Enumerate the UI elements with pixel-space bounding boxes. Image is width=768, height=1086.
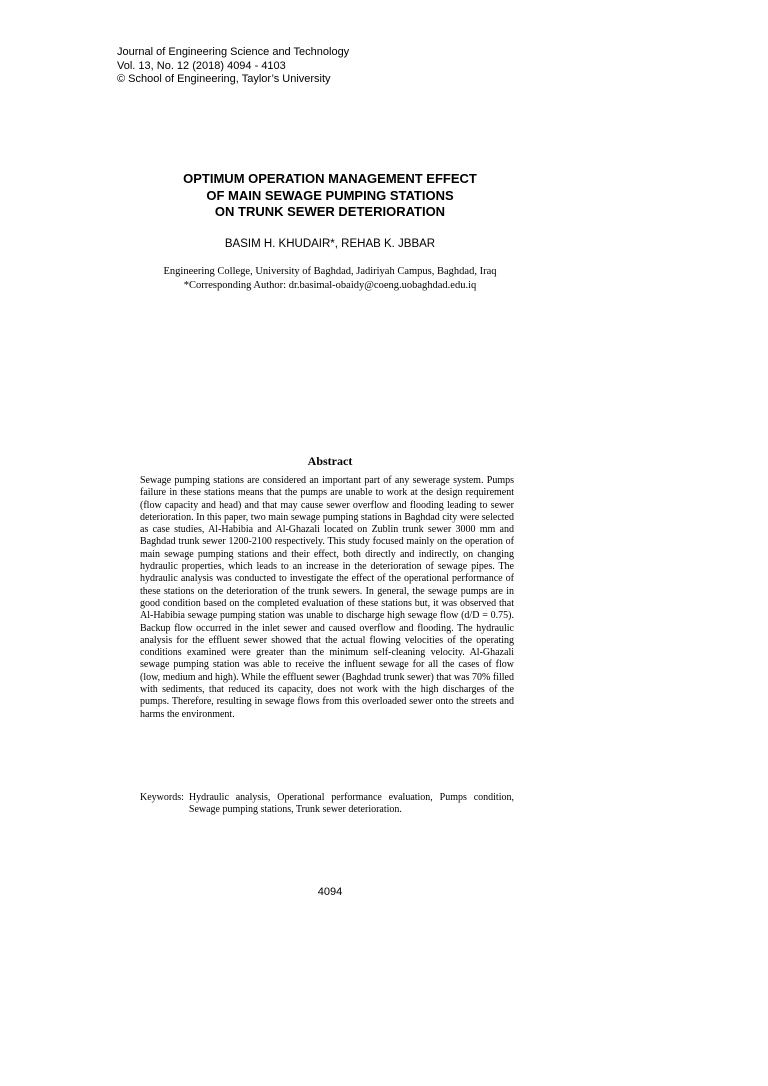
paper-authors: BASIM H. KHUDAIR*, REHAB K. JBBAR xyxy=(224,238,436,250)
title-line-3: ON TRUNK SEWER DETERIORATION xyxy=(214,204,446,219)
keywords-text: Hydraulic analysis, Operational performance evaluation, Pumps condition, Sewage pumping stations, Trunk sewer deterioration. xyxy=(188,792,514,816)
paper-title xyxy=(110,171,550,221)
author-affiliation xyxy=(110,265,550,292)
title-line-1: OPTIMUM OPERATION MANAGEMENT EFFECT xyxy=(183,171,477,186)
journal-name: Journal of Engineering Science and Technology xyxy=(117,46,350,58)
corresponding-author: *Corresponding Author: dr.basimal-obaidy@coeng.uobaghdad.edu.iq xyxy=(183,279,477,291)
title-line-2: OF MAIN SEWAGE PUMPING STATIONS xyxy=(206,187,454,203)
affiliation-institution: Engineering College, University of Baghdad, Jadiriyah Campus, Baghdad, Iraq xyxy=(163,266,497,277)
page-number: 4094 xyxy=(317,886,343,898)
journal-header xyxy=(117,46,349,87)
abstract-body: Sewage pumping stations are considered an important part of any sewerage system. Pumps failure in these stations means that the pumps are unable to work at the design requirement (flow capacity and head) and that may cause sewer overflow and flooding leading to sewer deterioration. In this paper, two main sewage pumping stations in Baghdad city were selected as case studies, Al-Habibia and Al-Ghazali located on Zublin trunk sewer 3000 mm and Baghdad trunk sewer 1200-2100 respectively. This study focused mainly on the operation of main sewage pumping stations and their effect, both directly and indirectly, on changing hydraulic properties, which leads to an increase in the deterioration of sewage pipes. The hydraulic analysis was conducted to investigate the effect of the operational performance of these stations on the deterioration of the trunk sewers. In general, the sewage pumps are in good condition based on the completed evaluation of these stations but, it was observed that Al-Habibia sewage pumping station was unable to discharge high sewage flow (d/D = 0.75). Backup flow occurred in the inlet sewer and caused overflow and flooding. The hydraulic analysis for the effluent sewer showed that the actual flowing velocities of the operating conditions examined were greater than the minimum self-cleaning velocity. Al-Ghazali sewage pumping station was able to receive the influent sewage for all the cases of flow (low, medium and high). While the effluent sewer (Baghdad trunk sewer) that was 70% filled with sediments, that reduced its capacity, does not work with the high discharges of the pumps. Therefore, resulting in sewage flows from this overloaded sewer onto the streets and harms the environment. xyxy=(140,475,514,720)
keywords-label: Keywords: xyxy=(140,792,184,803)
journal-copyright: © School of Engineering, Taylor’s University xyxy=(117,73,331,85)
abstract-heading: Abstract xyxy=(307,454,353,468)
keywords-block xyxy=(140,792,514,817)
journal-volume: Vol. 13, No. 12 (2018) 4094 - 4103 xyxy=(117,59,286,72)
